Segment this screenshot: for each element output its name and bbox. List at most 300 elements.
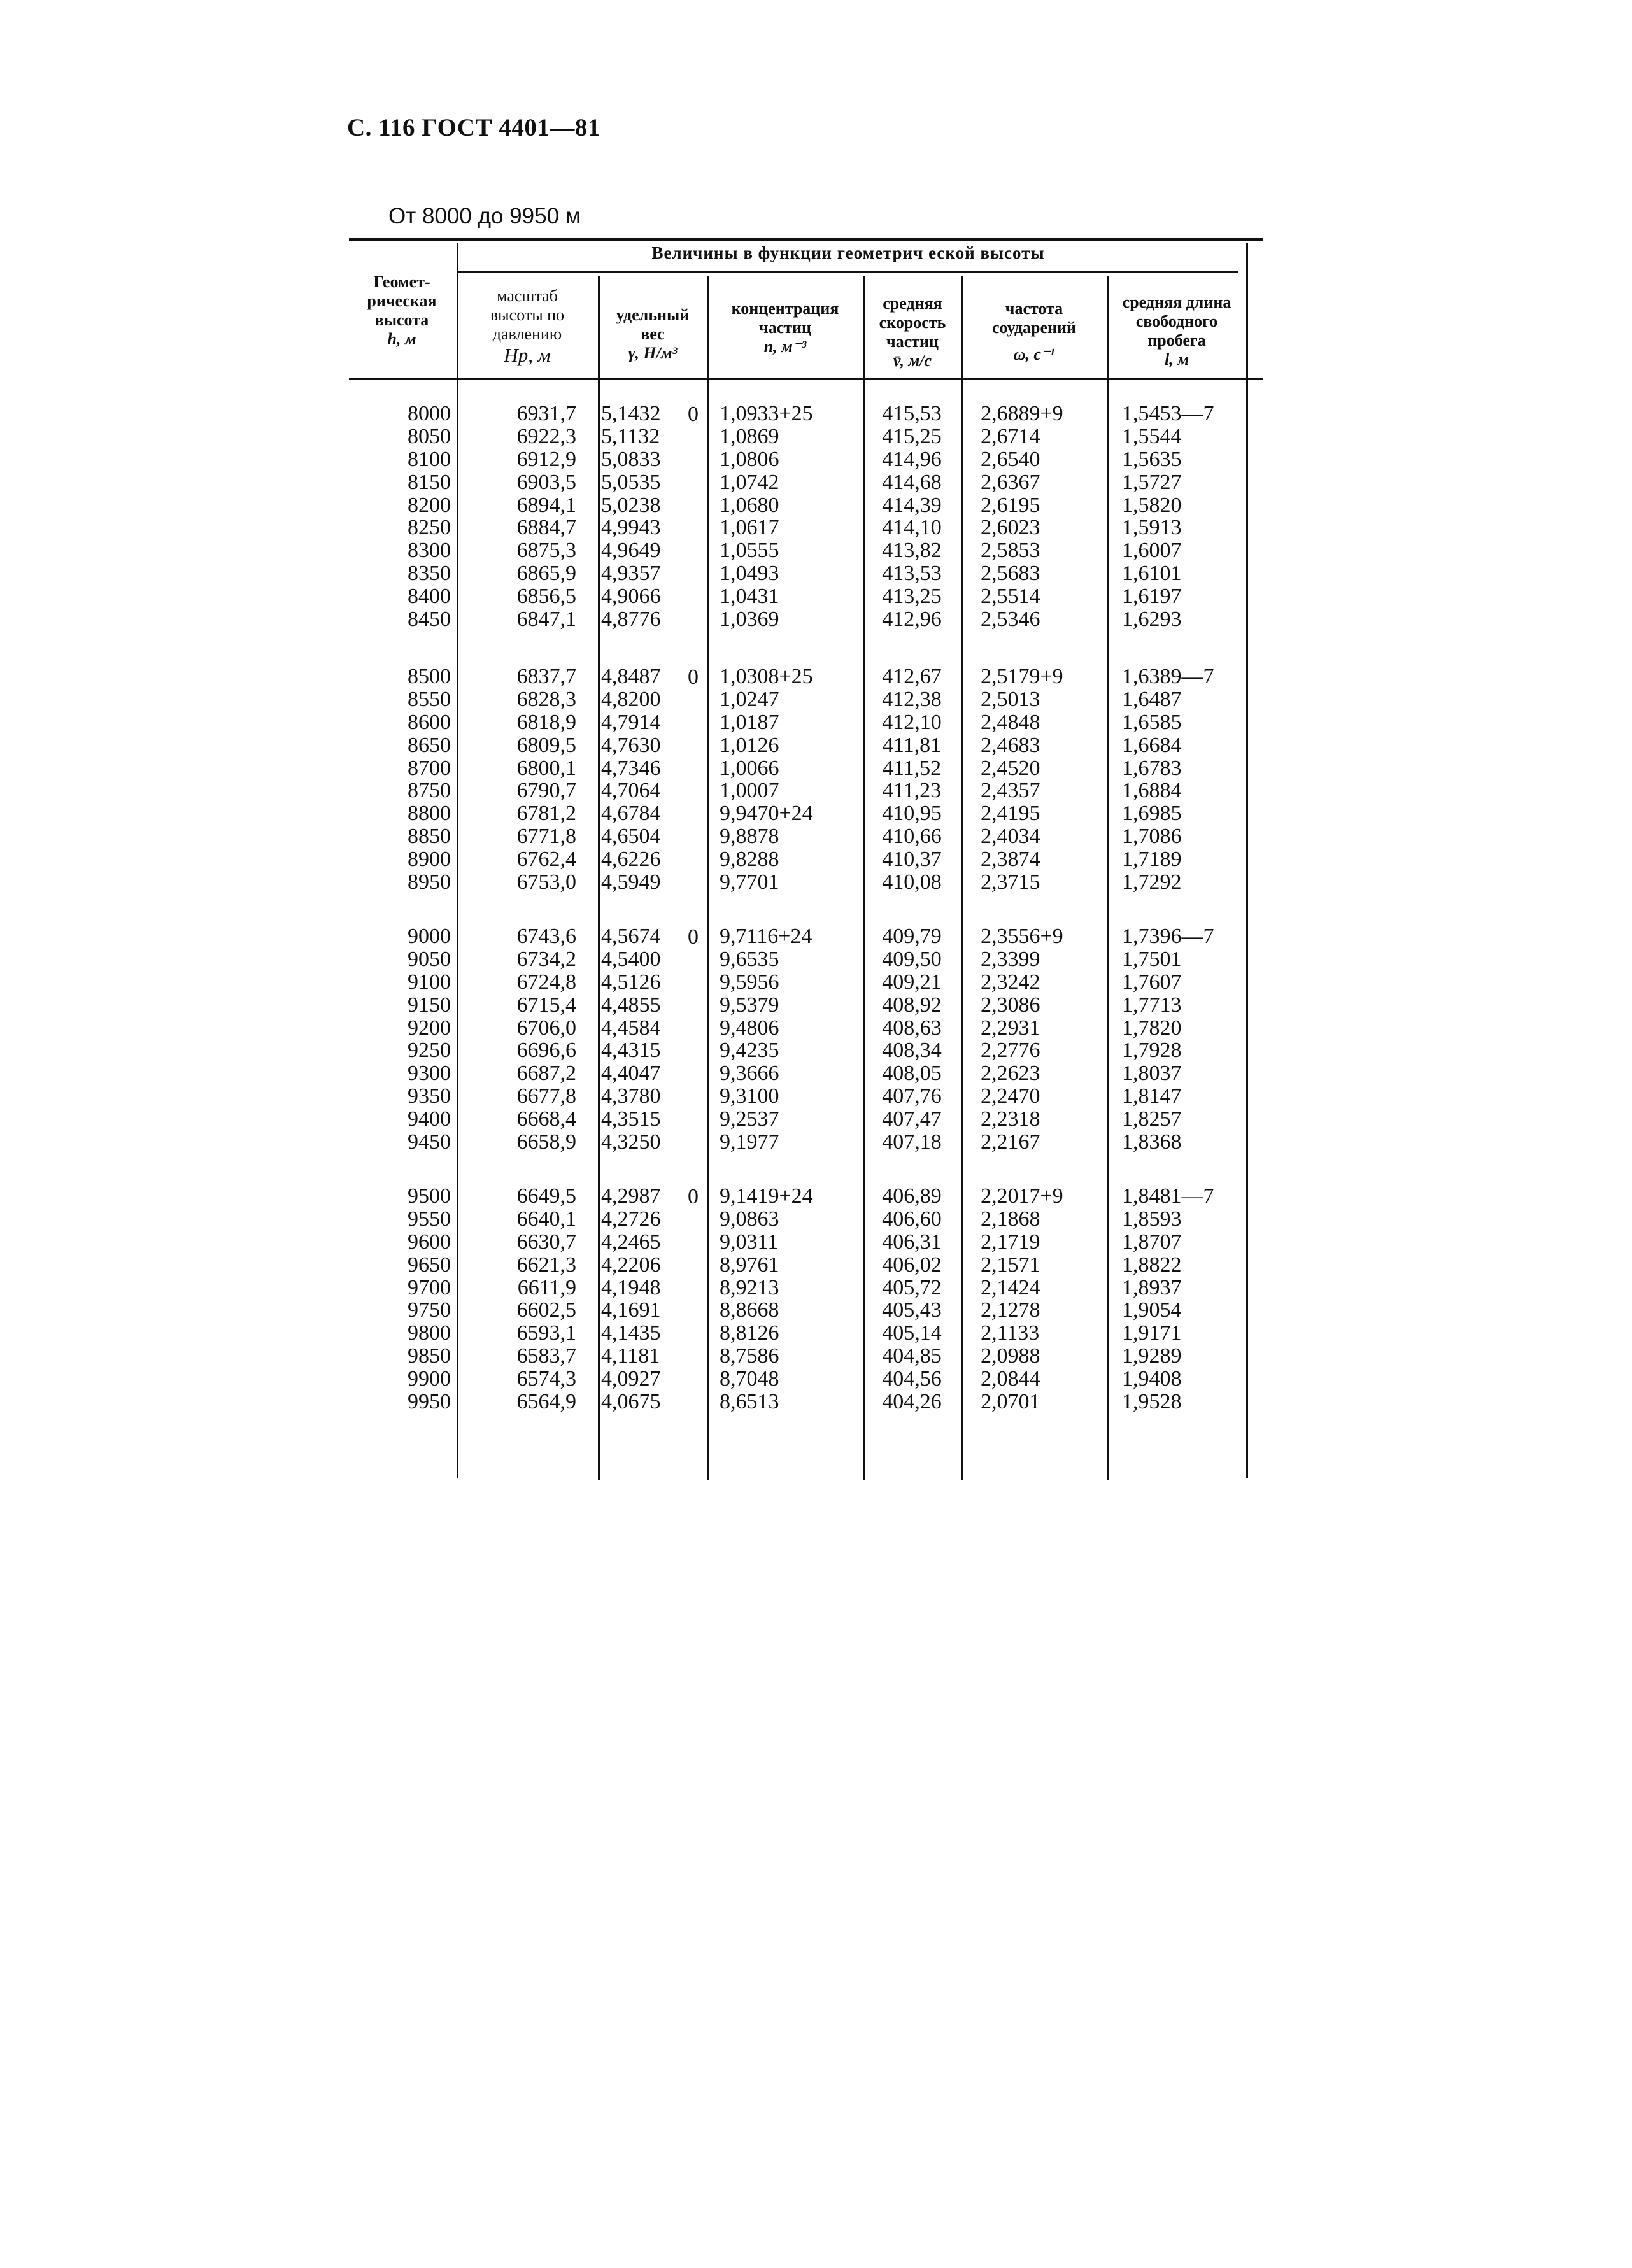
hp-cell: 6621,3 — [516, 1252, 576, 1277]
gamma-cell: 5,0535 — [601, 470, 661, 494]
gamma-cell: 5,1432 — [601, 402, 661, 425]
column-hp — [468, 1185, 576, 1414]
column-header-line: средняя длина — [1122, 293, 1231, 311]
h-cell: 8650 — [408, 733, 451, 757]
l-cell: 1,9408 — [1122, 1367, 1182, 1391]
n-cell: 9,8288 — [720, 847, 779, 872]
hp-cell: 6875,3 — [516, 539, 576, 563]
v-cell: 410,08 — [882, 870, 942, 895]
h-cell: 9000 — [408, 925, 451, 948]
column-header-line: соударений — [991, 318, 1076, 337]
l-cell: 1,9054 — [1122, 1298, 1182, 1322]
l-cell: 1,5727 — [1122, 470, 1182, 494]
v-cell: 406,31 — [882, 1230, 942, 1254]
v-cell: 414,68 — [882, 470, 942, 494]
hp-cell: 6593,1 — [516, 1321, 576, 1345]
h-cell: 8300 — [408, 539, 451, 563]
n-cell: 8,9761 — [720, 1252, 779, 1277]
n-cell: 1,0431 — [720, 585, 779, 609]
omega-cell: 2,1868 — [981, 1207, 1040, 1231]
omega-cell: 2,3399 — [981, 947, 1040, 971]
n-cell: 8,7048 — [720, 1367, 779, 1391]
h-cell: 9550 — [408, 1207, 451, 1231]
hp-cell: 6856,5 — [516, 585, 576, 609]
column-rule — [457, 243, 458, 1478]
l-cell: 1,8037 — [1122, 1061, 1182, 1086]
omega-cell: 2,0844 — [981, 1367, 1040, 1391]
hp-cell: 6734,2 — [516, 947, 576, 971]
l-cell: 1,6985 — [1122, 802, 1182, 826]
omega-cell: 2,2931 — [981, 1016, 1040, 1040]
l-cell: 1,8707 — [1122, 1230, 1182, 1254]
gamma-cell: 4,5400 — [601, 947, 661, 971]
column-header-unit: v̄, м/с — [893, 351, 932, 370]
omega-cell: 2,2623 — [981, 1061, 1040, 1086]
n-cell: 1,0493 — [720, 562, 779, 586]
hp-cell: 6837,7 — [516, 665, 576, 688]
omega-cell: 2,1278 — [981, 1298, 1040, 1322]
gamma-cell: 4,9943 — [601, 516, 661, 540]
hp-cell: 6564,9 — [516, 1390, 576, 1414]
h-cell: 9400 — [408, 1107, 451, 1131]
v-cell: 408,34 — [882, 1038, 942, 1063]
gamma-cell: 4,0675 — [601, 1390, 661, 1414]
column-header-gamma — [600, 306, 706, 363]
gamma-cell: 4,4584 — [601, 1016, 661, 1040]
omega-cell: 2,5179+9 — [981, 665, 1063, 688]
h-cell: 9600 — [408, 1230, 451, 1254]
column-hp — [468, 925, 576, 1154]
gamma-exponent-flag: 0 — [688, 925, 699, 949]
omega-cell: 2,4034 — [981, 825, 1040, 849]
v-cell: 409,79 — [882, 925, 942, 948]
gamma-cell: 4,6504 — [601, 825, 661, 849]
hp-cell: 6743,6 — [516, 925, 576, 948]
gamma-cell: 4,5126 — [601, 970, 661, 994]
group-header-rule — [458, 271, 1238, 273]
h-cell: 9950 — [408, 1390, 451, 1414]
hp-cell: 6574,3 — [516, 1367, 576, 1391]
v-cell: 410,66 — [882, 825, 942, 849]
gamma-cell: 4,0927 — [601, 1367, 661, 1391]
l-cell: 1,6487 — [1122, 687, 1182, 711]
v-cell: 408,05 — [882, 1061, 942, 1086]
gamma-cell: 4,2726 — [601, 1207, 661, 1231]
hp-cell: 6668,4 — [516, 1107, 576, 1131]
n-cell: 1,0369 — [720, 607, 779, 632]
n-cell: 9,6535 — [720, 947, 779, 971]
v-cell: 408,92 — [882, 993, 942, 1017]
omega-cell: 2,5514 — [981, 585, 1040, 609]
gamma-cell: 4,1435 — [601, 1321, 661, 1345]
column-gamma — [601, 402, 671, 631]
h-cell: 9650 — [408, 1252, 451, 1277]
column-header-line: вес — [641, 324, 665, 343]
n-cell: 1,0933+25 — [720, 402, 813, 425]
column-gamma — [601, 1185, 671, 1414]
omega-cell: 2,5853 — [981, 539, 1040, 563]
h-cell: 9300 — [408, 1061, 451, 1086]
column-header-unit: ω, с⁻¹ — [1013, 344, 1055, 364]
header-bottom-rule — [349, 378, 1263, 380]
column-header-line: свободного — [1135, 311, 1218, 330]
gamma-cell: 4,2465 — [601, 1230, 661, 1254]
h-cell: 9850 — [408, 1344, 451, 1368]
column-header-unit: h, м — [387, 329, 416, 348]
v-cell: 411,23 — [882, 779, 942, 803]
h-cell: 8750 — [408, 779, 451, 803]
column-h — [349, 402, 451, 631]
gamma-cell: 4,3250 — [601, 1130, 661, 1154]
hp-cell: 6912,9 — [516, 447, 576, 471]
column-l — [1122, 1185, 1244, 1414]
column-header-line: высота — [374, 310, 429, 329]
omega-cell: 2,3874 — [981, 847, 1040, 872]
gamma-cell: 5,1132 — [601, 424, 660, 448]
l-cell: 1,8481—7 — [1122, 1184, 1214, 1208]
l-cell: 1,7396—7 — [1122, 925, 1214, 948]
omega-cell: 2,0701 — [981, 1390, 1040, 1414]
v-cell: 406,02 — [882, 1252, 942, 1277]
gamma-cell: 4,2987 — [601, 1184, 661, 1208]
gamma-cell: 4,9649 — [601, 539, 661, 563]
h-cell: 9050 — [408, 947, 451, 971]
l-cell: 1,8937 — [1122, 1275, 1182, 1300]
v-cell: 413,82 — [882, 539, 942, 563]
h-cell: 8900 — [408, 847, 451, 872]
column-hp — [468, 665, 576, 894]
gamma-cell: 4,7064 — [601, 779, 661, 803]
column-omega — [981, 665, 1105, 894]
n-cell: 8,9213 — [720, 1275, 779, 1300]
hp-cell: 6696,6 — [516, 1038, 576, 1063]
l-cell: 1,6389—7 — [1122, 665, 1214, 688]
v-cell: 412,67 — [882, 665, 942, 688]
n-cell: 8,8126 — [720, 1321, 779, 1345]
n-cell: 1,0806 — [720, 447, 779, 471]
n-cell: 9,9470+24 — [720, 802, 813, 826]
l-cell: 1,5635 — [1122, 447, 1182, 471]
n-cell: 1,0555 — [720, 539, 779, 563]
omega-cell: 2,3086 — [981, 993, 1040, 1017]
h-cell: 8550 — [408, 687, 451, 711]
omega-cell: 2,3242 — [981, 970, 1040, 994]
page-header: С. 116 ГОСТ 4401—81 — [347, 114, 600, 141]
omega-cell: 2,1133 — [981, 1321, 1040, 1345]
hp-cell: 6762,4 — [516, 847, 576, 872]
omega-cell: 2,2167 — [981, 1130, 1040, 1154]
column-gamma — [601, 665, 671, 894]
column-header-unit: γ, Н/м³ — [628, 343, 678, 362]
gamma-cell: 4,8776 — [601, 607, 661, 632]
n-cell: 9,5956 — [720, 970, 779, 994]
v-cell: 405,43 — [882, 1298, 942, 1322]
gamma-cell: 4,1181 — [601, 1344, 660, 1368]
gamma-cell: 5,0833 — [601, 447, 661, 471]
gamma-cell: 4,1691 — [601, 1298, 661, 1322]
hp-cell: 6771,8 — [516, 825, 576, 849]
omega-cell: 2,2017+9 — [981, 1184, 1063, 1208]
v-cell: 407,76 — [882, 1084, 942, 1109]
h-cell: 8050 — [408, 424, 451, 448]
l-cell: 1,5544 — [1122, 424, 1182, 448]
column-h — [349, 1185, 451, 1414]
h-cell: 8100 — [408, 447, 451, 471]
range-caption: От 8000 до 9950 м — [388, 204, 581, 229]
column-l — [1122, 925, 1244, 1154]
v-cell: 407,47 — [882, 1107, 942, 1131]
column-omega — [981, 402, 1105, 631]
omega-cell: 2,6889+9 — [981, 402, 1063, 425]
hp-cell: 6611,9 — [517, 1275, 576, 1300]
gamma-cell: 4,4855 — [601, 993, 661, 1017]
h-cell: 9100 — [408, 970, 451, 994]
l-cell: 1,6783 — [1122, 756, 1182, 780]
column-rule — [598, 276, 600, 1480]
column-header-h — [349, 273, 455, 349]
l-cell: 1,6585 — [1122, 710, 1182, 734]
v-cell: 415,53 — [882, 402, 942, 425]
gamma-cell: 4,5674 — [601, 925, 661, 948]
gamma-exponent-flag: 0 — [688, 402, 699, 426]
l-cell: 1,6007 — [1122, 539, 1182, 563]
l-cell: 1,9171 — [1122, 1321, 1182, 1345]
v-cell: 404,85 — [882, 1344, 942, 1368]
v-cell: 409,50 — [882, 947, 942, 971]
omega-cell: 2,6540 — [981, 447, 1040, 471]
h-cell: 9350 — [408, 1084, 451, 1109]
gamma-cell: 4,6784 — [601, 802, 661, 826]
n-cell: 1,0066 — [720, 756, 779, 780]
column-header-line: давлению — [492, 324, 562, 343]
h-cell: 8150 — [408, 470, 451, 494]
v-cell: 408,63 — [882, 1016, 942, 1040]
gamma-cell: 4,1948 — [601, 1275, 661, 1300]
gamma-cell: 4,8487 — [601, 665, 661, 688]
l-cell: 1,8368 — [1122, 1130, 1182, 1154]
l-cell: 1,6684 — [1122, 733, 1182, 757]
column-header-unit: n, м⁻³ — [763, 337, 807, 356]
hp-cell: 6800,1 — [516, 756, 576, 780]
n-cell: 9,3666 — [720, 1061, 779, 1086]
column-l — [1122, 665, 1244, 894]
n-cell: 1,0742 — [720, 470, 779, 494]
hp-cell: 6828,3 — [516, 687, 576, 711]
hp-cell: 6865,9 — [516, 562, 576, 586]
gamma-cell: 4,2206 — [601, 1252, 661, 1277]
gamma-cell: 4,3780 — [601, 1084, 661, 1109]
v-cell: 411,52 — [882, 756, 942, 780]
gamma-cell: 4,9066 — [601, 585, 661, 609]
h-cell: 8000 — [408, 402, 451, 425]
n-cell: 9,0863 — [720, 1207, 779, 1231]
v-cell: 414,10 — [882, 516, 942, 540]
n-cell: 8,7586 — [720, 1344, 779, 1368]
n-cell: 9,7701 — [720, 870, 779, 895]
column-header-unit: l, м — [1164, 350, 1189, 369]
hp-cell: 6687,2 — [516, 1061, 576, 1086]
column-l — [1122, 402, 1244, 631]
hp-cell: 6884,7 — [516, 516, 576, 540]
l-cell: 1,5913 — [1122, 516, 1182, 540]
h-cell: 9150 — [408, 993, 451, 1017]
hp-cell: 6715,4 — [516, 993, 576, 1017]
gamma-exponent-flag: 0 — [688, 665, 699, 689]
omega-cell: 2,4683 — [981, 733, 1040, 757]
hp-cell: 6706,0 — [516, 1016, 576, 1040]
column-n — [720, 665, 860, 894]
column-v — [867, 925, 956, 1154]
hp-cell: 6931,7 — [516, 402, 576, 425]
n-cell: 9,3100 — [720, 1084, 779, 1109]
column-header-line: скорость — [879, 313, 946, 332]
l-cell: 1,7501 — [1122, 947, 1182, 971]
gamma-cell: 4,7630 — [601, 733, 661, 757]
v-cell: 415,25 — [882, 424, 942, 448]
h-cell: 8450 — [408, 607, 451, 632]
h-cell: 9750 — [408, 1298, 451, 1322]
l-cell: 1,7607 — [1122, 970, 1182, 994]
column-header-hp — [458, 287, 596, 366]
column-h — [349, 665, 451, 894]
h-cell: 9450 — [408, 1130, 451, 1154]
hp-cell: 6753,0 — [516, 870, 576, 895]
gamma-cell: 4,4315 — [601, 1038, 661, 1063]
column-h — [349, 925, 451, 1154]
hp-cell: 6809,5 — [516, 733, 576, 757]
v-cell: 406,89 — [882, 1184, 942, 1208]
column-rule — [961, 276, 963, 1480]
n-cell: 1,0869 — [720, 424, 779, 448]
gamma-cell: 4,3515 — [601, 1107, 661, 1131]
n-cell: 9,5379 — [720, 993, 779, 1017]
gamma-cell: 5,0238 — [601, 493, 661, 517]
column-header-line: удельный — [616, 306, 690, 324]
l-cell: 1,7189 — [1122, 847, 1182, 872]
column-n — [720, 925, 860, 1154]
hp-cell: 6677,8 — [516, 1084, 576, 1109]
omega-cell: 2,3556+9 — [981, 925, 1063, 948]
gamma-cell: 4,7914 — [601, 710, 661, 734]
omega-cell: 2,4357 — [981, 779, 1040, 803]
column-gamma — [601, 925, 671, 1154]
column-rule — [1107, 276, 1109, 1480]
v-cell: 405,72 — [882, 1275, 942, 1300]
omega-cell: 2,1571 — [981, 1252, 1040, 1277]
n-cell: 9,1419+24 — [720, 1184, 813, 1208]
l-cell: 1,9528 — [1122, 1390, 1182, 1414]
v-cell: 412,96 — [882, 607, 942, 632]
omega-cell: 2,3715 — [981, 870, 1040, 895]
l-cell: 1,8593 — [1122, 1207, 1182, 1231]
v-cell: 413,25 — [882, 585, 942, 609]
column-omega — [981, 1185, 1105, 1414]
l-cell: 1,7713 — [1122, 993, 1182, 1017]
hp-cell: 6922,3 — [516, 424, 576, 448]
gamma-cell: 4,9357 — [601, 562, 661, 586]
n-cell: 1,0007 — [720, 779, 779, 803]
h-cell: 8700 — [408, 756, 451, 780]
column-header-line: пробега — [1147, 330, 1206, 350]
column-header-line: высоты по — [490, 305, 565, 324]
omega-cell: 2,5346 — [981, 607, 1040, 632]
column-header-line: средняя — [883, 294, 942, 313]
hp-cell: 6640,1 — [516, 1207, 576, 1231]
l-cell: 1,7820 — [1122, 1016, 1182, 1040]
hp-cell: 6602,5 — [516, 1298, 576, 1322]
v-cell: 410,95 — [882, 802, 942, 826]
gamma-exponent-flag: 0 — [688, 1185, 699, 1208]
h-cell: 9250 — [408, 1038, 451, 1063]
v-cell: 414,39 — [882, 493, 942, 517]
column-header-line: концентрация — [731, 299, 839, 318]
n-cell: 1,0617 — [720, 516, 779, 540]
column-header-n — [709, 299, 862, 357]
column-omega — [981, 925, 1105, 1154]
v-cell: 407,18 — [882, 1130, 942, 1154]
n-cell: 9,8878 — [720, 825, 779, 849]
hp-cell: 6583,7 — [516, 1344, 576, 1368]
gamma-cell: 4,8200 — [601, 687, 661, 711]
column-header-line: рическая — [367, 291, 437, 310]
omega-cell: 2,0988 — [981, 1344, 1040, 1368]
column-rule — [707, 276, 709, 1480]
h-cell: 8500 — [408, 665, 451, 688]
omega-cell: 2,1424 — [981, 1275, 1040, 1300]
n-cell: 1,0680 — [720, 493, 779, 517]
v-cell: 414,96 — [882, 447, 942, 471]
h-cell: 8200 — [408, 493, 451, 517]
hp-cell: 6847,1 — [516, 607, 576, 632]
hp-cell: 6724,8 — [516, 970, 576, 994]
l-cell: 1,8257 — [1122, 1107, 1182, 1131]
l-cell: 1,8147 — [1122, 1084, 1182, 1109]
h-cell: 9500 — [408, 1184, 451, 1208]
column-header-omega — [963, 299, 1105, 364]
h-cell: 8600 — [408, 710, 451, 734]
h-cell: 8950 — [408, 870, 451, 895]
column-header-line: частиц — [759, 318, 811, 337]
omega-cell: 2,2470 — [981, 1084, 1040, 1109]
n-cell: 9,4235 — [720, 1038, 779, 1063]
omega-cell: 2,6195 — [981, 493, 1040, 517]
group-header: Величины в функции геометрич еской высоты — [651, 243, 1045, 262]
h-cell: 8800 — [408, 802, 451, 826]
gamma-cell: 4,4047 — [601, 1061, 661, 1086]
column-hp — [468, 402, 576, 631]
column-rule — [863, 276, 865, 1480]
hp-cell: 6903,5 — [516, 470, 576, 494]
column-header-v — [865, 294, 960, 371]
column-header-unit: Hp, м — [504, 343, 551, 366]
omega-cell: 2,5683 — [981, 562, 1040, 586]
v-cell: 406,60 — [882, 1207, 942, 1231]
l-cell: 1,6293 — [1122, 607, 1182, 632]
l-cell: 1,8822 — [1122, 1252, 1182, 1277]
v-cell: 412,38 — [882, 687, 942, 711]
hp-cell: 6630,7 — [516, 1230, 576, 1254]
h-cell: 8850 — [408, 825, 451, 849]
column-v — [867, 1185, 956, 1414]
n-cell: 8,8668 — [720, 1298, 779, 1322]
hp-cell: 6781,2 — [516, 802, 576, 826]
gamma-cell: 4,5949 — [601, 870, 661, 895]
v-cell: 405,14 — [882, 1321, 942, 1345]
l-cell: 1,7086 — [1122, 825, 1182, 849]
column-n — [720, 402, 860, 631]
table-top-rule — [349, 238, 1263, 241]
omega-cell: 2,2776 — [981, 1038, 1040, 1063]
